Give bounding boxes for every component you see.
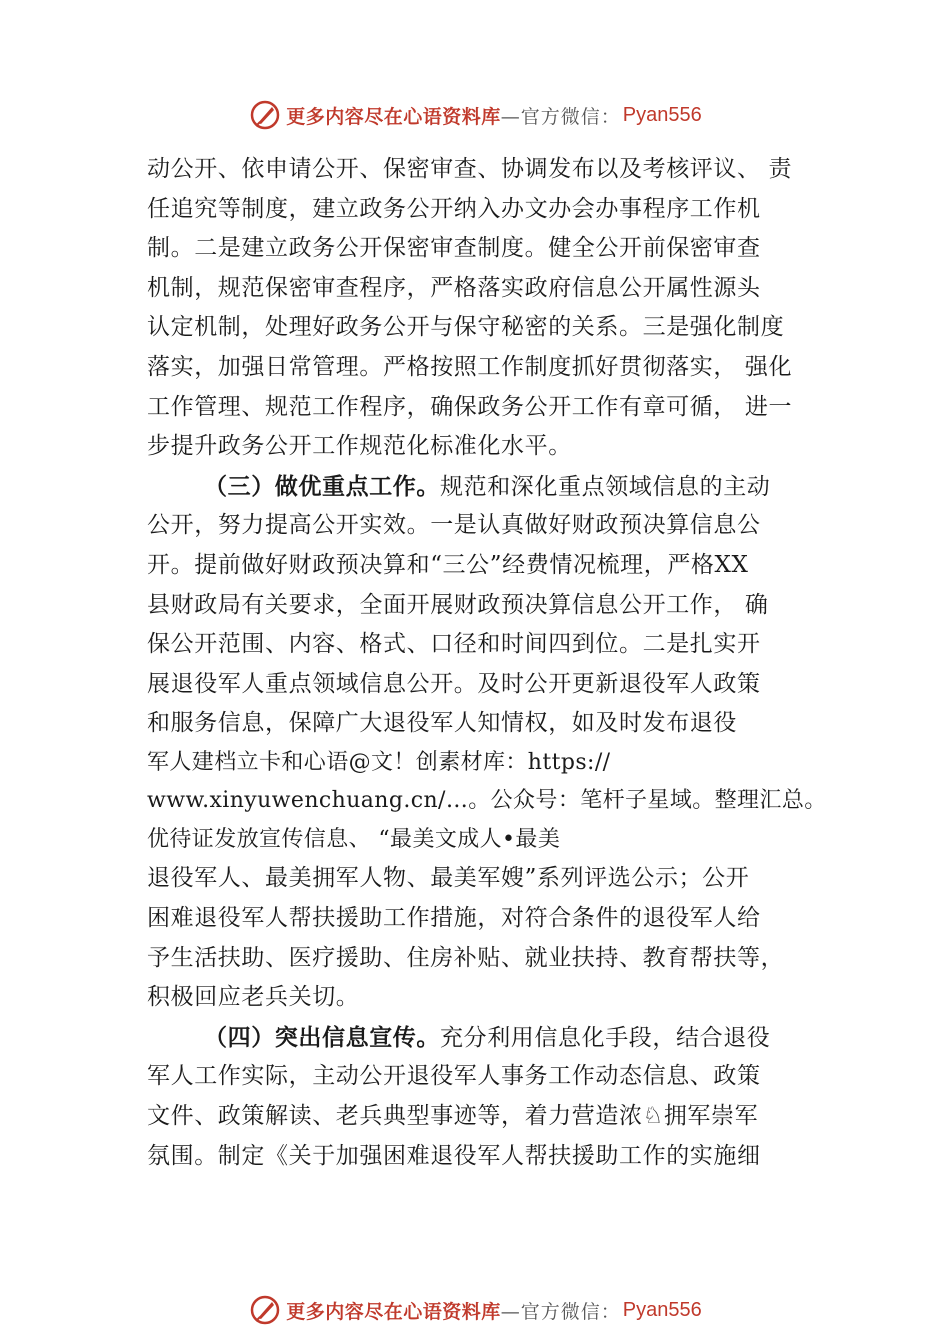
body-line: 县财政局有关要求，全面开展财政预决算信息公开工作， 确	[147, 591, 769, 618]
body-line: www.xinyuwenchuang.cn/…。公众号：笔杆子星域。整理汇总。	[147, 788, 827, 814]
body-line: 规范和深化重点领域信息的主动	[440, 473, 771, 500]
body-line: 认定机制，处理好政务公开与保守秘密的关系。三是强化制度	[147, 314, 785, 341]
banner-wechat-id: Pyan556	[622, 103, 702, 126]
body-line: 制。二是建立政务公开保密审查制度。健全公开前保密审查	[147, 235, 761, 262]
body-line: 退役军人、最美拥军人物、最美军嫂”系列评选公示；公开	[147, 865, 750, 892]
header-banner	[0, 95, 950, 135]
document-body	[147, 150, 862, 1176]
body-line: 任追究等制度，建立政务公开纳入办文办会办事程序工作机	[147, 195, 761, 222]
footer-banner	[0, 1290, 950, 1330]
body-line: 工作管理、规范工作程序，确保政务公开工作有章可循， 进一	[147, 393, 793, 420]
body-line: 步提升政务公开工作规范化标准化水平。	[147, 433, 572, 460]
body-line: 展退役军人重点领域信息公开。及时公开更新退役军人政策	[147, 670, 761, 697]
body-line: 落实，加强日常管理。严格按照工作制度抓好贯彻落实， 强化	[147, 353, 793, 380]
banner-title: 更多内容尽在心语资料库	[286, 1300, 501, 1323]
body-line: 予生活扶助、医疗援助、住房补贴、就业扶持、教育帮扶等，	[147, 944, 785, 971]
section-4-first-line	[147, 1018, 862, 1058]
body-line: 困难退役军人帮扶援助工作措施，对符合条件的退役军人给	[147, 905, 761, 931]
body-line: 保公开范围、内容、格式、口径和时间四到位。二是扎实开	[147, 631, 761, 658]
section-3-first-line	[147, 467, 862, 507]
body-line: 优待证发放宣传信息、 “最美文成人•最美	[147, 826, 561, 852]
section-heading-4: （四）突出信息宣传。	[204, 1023, 440, 1051]
body-line: 军人工作实际，主动公开退役军人事务工作动态信息、政策	[147, 1063, 761, 1090]
banner-title: 更多内容尽在心语资料库	[286, 105, 501, 128]
quill-logo-icon	[248, 1293, 282, 1327]
body-line: 积极回应老兵关切。	[147, 984, 360, 1011]
body-line: 公开，努力提高公开实效。一是认真做好财政预决算信息公	[147, 512, 761, 539]
quill-logo-icon	[248, 98, 282, 132]
body-line: 军人建档立卡和心语@文！创素材库：https://	[147, 749, 611, 775]
body-line: 机制，规范保密审查程序，严格落实政府信息公开属性源头	[147, 274, 761, 301]
banner-wechat-label: —官方微信：	[500, 1300, 621, 1323]
body-line: 和服务信息，保障广大退役军人知情权，如及时发布退役	[147, 710, 737, 737]
banner-wechat-label: —官方微信：	[500, 105, 621, 128]
body-line: 文件、政策解读、老兵典型事迹等，着力营造浓♘拥军崇军	[147, 1102, 759, 1129]
banner-wechat-id: Pyan556	[622, 1298, 702, 1321]
body-line: 动公开、依申请公开、保密审查、协调发布以及考核评议、 责	[147, 156, 793, 182]
body-line: 充分利用信息化手段，结合退役	[440, 1024, 771, 1051]
body-line: 氛围。制定《关于加强困难退役军人帮扶援助工作的实施细	[147, 1142, 761, 1169]
section-heading-3: （三）做优重点工作。	[204, 472, 440, 500]
body-line: 开。提前做好财政预决算和“三公”经费情况梳理，严格XX	[147, 551, 749, 578]
